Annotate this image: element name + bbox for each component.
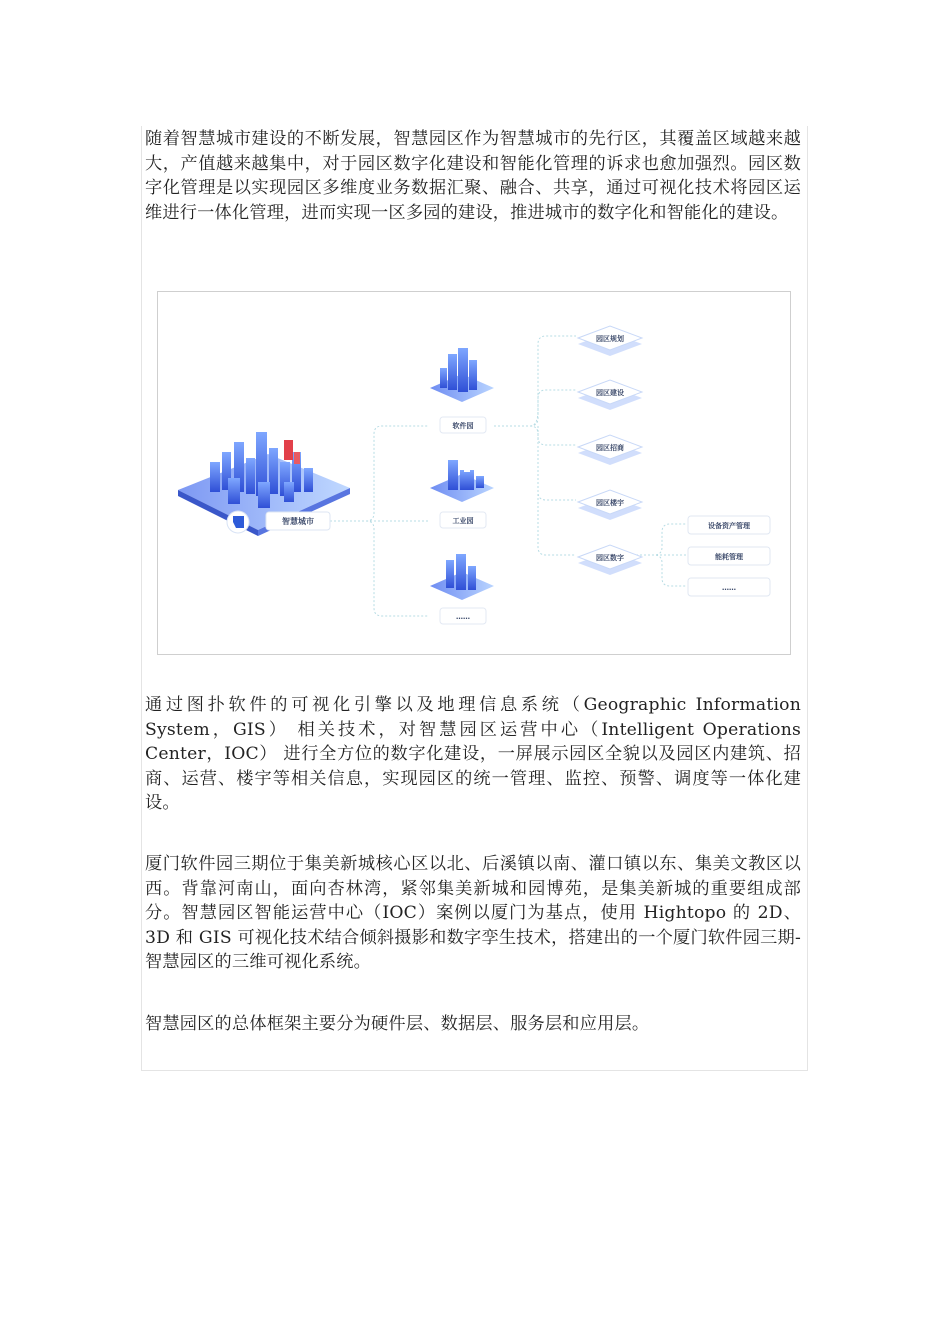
root-node-label: 智慧城市 (282, 517, 314, 526)
smart-park-diagram (157, 291, 791, 655)
module-label: 园区数字 (596, 554, 624, 562)
module-label: 园区建设 (596, 389, 624, 397)
park-label: 工业园 (452, 517, 474, 525)
park-node-software (430, 348, 494, 433)
module-label: 园区规划 (596, 335, 624, 343)
paragraph-gis: 通过图扑软件的可视化引擎以及地理信息系统（Geographic Information System，GIS） 相关技术，对智慧园区运营中心（Intelligent Operations Center，IOC） 进行全方位的数字化建设，一屏展示园区全貌以及园区内建筑、招商、运营、楼宇等相关信息，实现园区的统一管理、监控、预警、调度等一体化建设。 (145, 695, 801, 814)
park-node-more (430, 554, 494, 624)
sub-module-nodes (688, 516, 770, 596)
park-label: 软件园 (452, 422, 474, 430)
city-cluster-illustration (178, 432, 350, 536)
park-label: …… (456, 613, 470, 621)
module-label: 园区楼宇 (596, 499, 624, 507)
module-nodes (578, 326, 642, 575)
sub-module-label: …… (722, 584, 736, 592)
module-label: 园区招商 (596, 444, 624, 452)
sub-module-label: 设备资产管理 (708, 522, 750, 530)
sub-module-label: 能耗管理 (715, 553, 743, 561)
park-node-industrial (430, 460, 494, 528)
paragraph-framework: 智慧园区的总体框架主要分为硬件层、数据层、服务层和应用层。 (145, 1014, 650, 1034)
paragraph-xiamen: 厦门软件园三期位于集美新城核心区以北、后溪镇以南、灌口镇以东、集美文教区以西。背靠河南山，面向杏林湾，紧邻集美新城和园博苑，是集美新城的重要组成部分。智慧园区智能运营中心（IOC）案例以厦门为基点，使用 Hightopo 的 2D、 3D 和 GIS 可视化技术结合倾斜摄影和数字孪生技术，搭建出的一个厦门软件园三期-智慧园区的三维可视化系统。 (145, 854, 801, 973)
paragraph-intro: 随着智慧城市建设的不断发展，智慧园区作为智慧城市的先行区，其覆盖区域越来越大，产值越来越集中，对于园区数字化建设和智能化管理的诉求也愈加强烈。园区数字化管理是以实现园区多维度业务数据汇聚、融合、共享，通过可视化技术将园区运维进行一体化管理，进而实现一区多园的建设，推进城市的数字化和智能化的建设。 (145, 129, 801, 223)
